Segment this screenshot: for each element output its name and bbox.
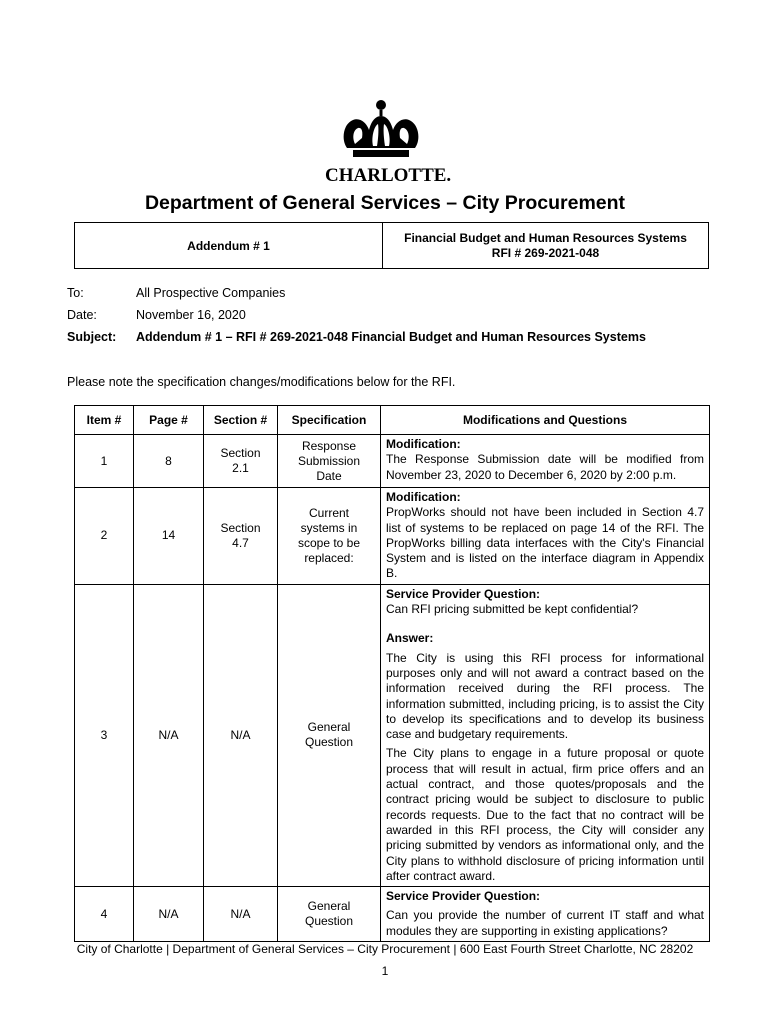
item-number: 1 xyxy=(75,435,134,488)
to-value: All Prospective Companies xyxy=(136,286,286,300)
table-row xyxy=(75,435,710,488)
answer-paragraph: The City is using this RFI process for informational purposes only and will not award a contract based on the information received during the RFI process. The information submitted, including pricing, is to assist the City to develop its specifications and to develop its business case and budgetary requirements. xyxy=(386,650,704,742)
col-header-modifications: Modifications and Questions xyxy=(381,406,710,435)
page-number-cell: N/A xyxy=(134,887,204,942)
page-footer: City of Charlotte | Department of General Services – City Procurement | 600 East Fourth Street Charlotte, NC 28202 xyxy=(76,942,694,956)
page-title: Department of General Services – City Procurement xyxy=(144,192,626,214)
modification-text: The Response Submission date will be modified from November 23, 2020 to December 6, 2020 by 2:00 p.m. xyxy=(386,452,704,482)
modifications-table xyxy=(74,405,710,942)
intro-text: Please note the specification changes/modifications below for the RFI. xyxy=(67,375,456,389)
table-row xyxy=(75,887,710,942)
item-number: 4 xyxy=(75,887,134,942)
item-number: 2 xyxy=(75,488,134,585)
answer-paragraph: The City plans to engage in a future proposal or quote process that will result in actual, firm price offers and an actual contract, and those quotes/proposals and the contract pricing would be subject to disclosure to public records requests. Due to the fact that no contract will be awarded in this RFI process, the City will consider any pricing submitted by vendors as informational only, and the City plans to withhold disclosure of pricing information until after contract award. xyxy=(386,746,704,883)
logo-wordmark: CHARLOTTE. xyxy=(325,165,452,186)
question-text: Can RFI pricing submitted be kept confidential? xyxy=(386,602,639,617)
answer-heading: Answer: xyxy=(386,631,434,646)
table-header-row xyxy=(75,406,710,435)
question-answer-cell xyxy=(381,584,710,886)
question-cell xyxy=(381,887,710,942)
col-header-section: Section # xyxy=(204,406,278,435)
page-number: 1 xyxy=(381,964,389,978)
question-text: Can you provide the number of current IT staff and what modules they are supporting in existing applications? xyxy=(386,908,704,938)
table-row xyxy=(75,488,710,585)
section-cell: Section 4.7 xyxy=(204,488,278,585)
modification-cell xyxy=(381,435,710,488)
date-label: Date: xyxy=(67,308,97,322)
crown-icon xyxy=(325,96,445,166)
item-number: 3 xyxy=(75,584,134,886)
specification-cell: General Question xyxy=(278,887,381,942)
col-header-specification: Specification xyxy=(278,406,381,435)
to-label: To: xyxy=(67,286,84,300)
page-number-cell: 8 xyxy=(134,435,204,488)
modification-text: PropWorks should not have been included in Section 4.7 list of systems to be replaced on page 14 of the RFI. The PropWorks billing data interfaces with the City's Financial System and is listed on the interface diagram in Appendix B. xyxy=(386,505,704,581)
section-cell: N/A xyxy=(204,887,278,942)
subject-value: Addendum # 1 – RFI # 269-2021-048 Financial Budget and Human Resources Systems xyxy=(136,330,646,344)
addendum-number: Addendum # 1 xyxy=(75,223,383,268)
rfi-title-cell xyxy=(383,223,708,268)
specification-cell: Response Submission Date xyxy=(278,435,381,488)
section-cell: Section 2.1 xyxy=(204,435,278,488)
question-heading: Service Provider Question: xyxy=(386,586,541,601)
col-header-item: Item # xyxy=(75,406,134,435)
specification-cell: General Question xyxy=(278,584,381,886)
subject-label: Subject: xyxy=(67,330,117,344)
specification-cell: Current systems in scope to be replaced: xyxy=(278,488,381,585)
rfi-number: RFI # 269-2021-048 xyxy=(491,245,600,260)
page-number-cell: 14 xyxy=(134,488,204,585)
table-row xyxy=(75,584,710,886)
question-heading: Service Provider Question: xyxy=(386,889,541,904)
modification-cell xyxy=(381,488,710,585)
charlotte-logo xyxy=(325,96,452,188)
date-value: November 16, 2020 xyxy=(136,308,246,322)
modification-heading: Modification: xyxy=(386,437,461,451)
col-header-page: Page # xyxy=(134,406,204,435)
page-number-cell: N/A xyxy=(134,584,204,886)
rfi-title: Financial Budget and Human Resources Systems xyxy=(404,230,687,245)
modification-heading: Modification: xyxy=(386,490,461,504)
section-cell: N/A xyxy=(204,584,278,886)
addendum-header-box xyxy=(74,222,709,269)
